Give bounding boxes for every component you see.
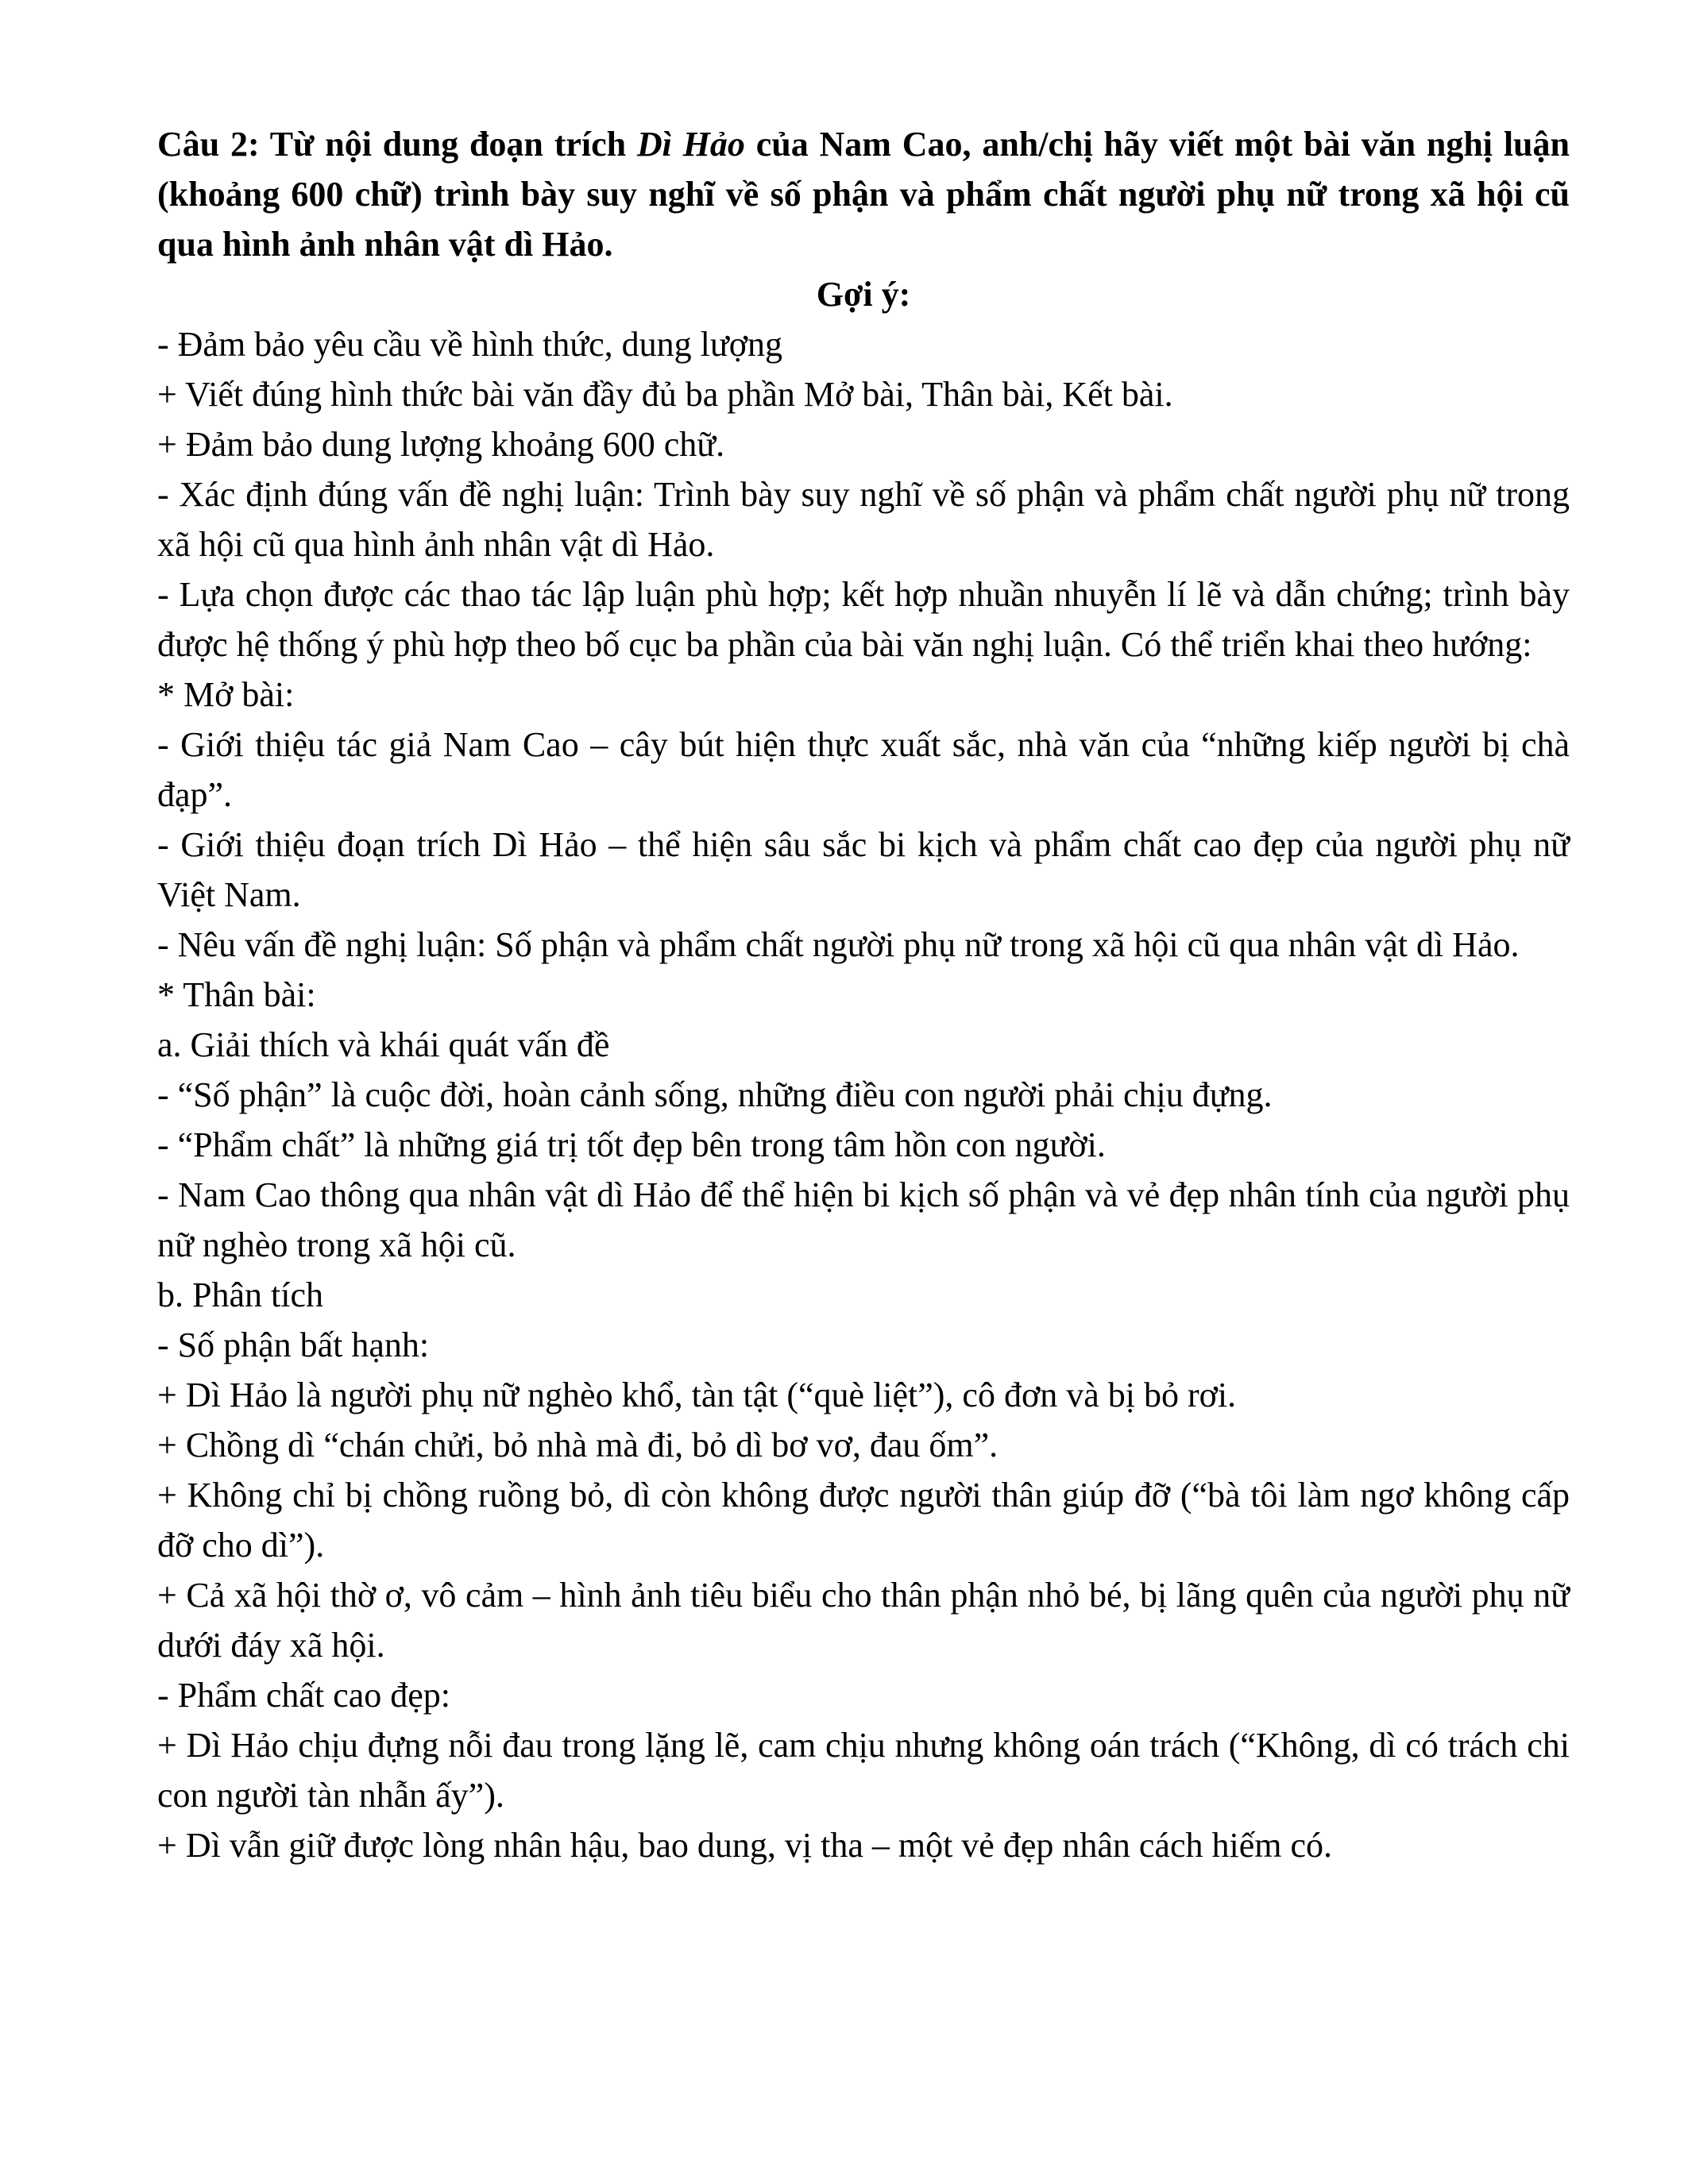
question-suffix: của Nam Cao, anh/chị hãy viết một bài văn nghị luận (khoảng 600 chữ) trình bày suy nghĩ về số phận và phẩm chất người phụ nữ trong xã hội cũ qua hình ảnh nhân vật dì Hảo. (157, 125, 1570, 264)
text-line: - Lựa chọn được các thao tác lập luận phù hợp; kết hợp nhuần nhuyễn lí lẽ và dẫn chứng; trình bày được hệ thống ý phù hợp theo bố cục ba phần của bài văn nghị luận. Có thể triển khai theo hướng: (157, 575, 1570, 664)
text-line: a. Giải thích và khái quát vấn đề (157, 1025, 610, 1064)
text-line: - Giới thiệu tác giả Nam Cao – cây bút hiện thực xuất sắc, nhà văn của “những kiếp người bị chà đạp”. (157, 725, 1570, 814)
text-line: + Viết đúng hình thức bài văn đầy đủ ba phần Mở bài, Thân bài, Kết bài. (157, 375, 1173, 414)
text-line: + Đảm bảo dung lượng khoảng 600 chữ. (157, 425, 725, 464)
text-line: - Xác định đúng vấn đề nghị luận: Trình bày suy nghĩ về số phận và phẩm chất người phụ nữ trong xã hội cũ qua hình ảnh nhân vật dì Hảo. (157, 475, 1570, 564)
document-page (157, 119, 1570, 1870)
text-line: - Đảm bảo yêu cầu về hình thức, dung lượng (157, 325, 782, 364)
text-line: + Cả xã hội thờ ơ, vô cảm – hình ảnh tiêu biểu cho thân phận nhỏ bé, bị lãng quên của người phụ nữ dưới đáy xã hội. (157, 1576, 1570, 1665)
text-line: - “Phẩm chất” là những giá trị tốt đẹp bên trong tâm hồn con người. (157, 1125, 1106, 1164)
text-line: + Chồng dì “chán chửi, bỏ nhà mà đi, bỏ dì bơ vơ, đau ốm”. (157, 1426, 999, 1464)
text-line: + Dì Hảo là người phụ nữ nghèo khổ, tàn tật (“què liệt”), cô đơn và bị bỏ rơi. (157, 1376, 1237, 1414)
text-line: + Dì vẫn giữ được lòng nhân hậu, bao dung, vị tha – một vẻ đẹp nhân cách hiếm có. (157, 1826, 1332, 1865)
text-line: + Không chỉ bị chồng ruồng bỏ, dì còn không được người thân giúp đỡ (“bà tôi làm ngơ không cấp đỡ cho dì”). (157, 1476, 1570, 1565)
text-line: * Thân bài: (157, 975, 316, 1014)
question-heading (157, 119, 1570, 269)
text-line: - Nêu vấn đề nghị luận: Số phận và phẩm chất người phụ nữ trong xã hội cũ qua nhân vật dì Hảo. (157, 925, 1520, 964)
question-prefix: Câu 2: Từ nội dung đoạn trích (157, 125, 637, 164)
text-line: * Mở bài: (157, 675, 295, 714)
text-line: - “Số phận” là cuộc đời, hoàn cảnh sống, những điều con người phải chịu đựng. (157, 1075, 1273, 1114)
text-line: - Phẩm chất cao đẹp: (157, 1676, 450, 1715)
text-line: - Nam Cao thông qua nhân vật dì Hảo để thể hiện bi kịch số phận và vẻ đẹp nhân tính của người phụ nữ nghèo trong xã hội cũ. (157, 1175, 1570, 1264)
text-line: - Số phận bất hạnh: (157, 1325, 430, 1364)
text-line: - Giới thiệu đoạn trích Dì Hảo – thể hiện sâu sắc bi kịch và phẩm chất cao đẹp của người phụ nữ Việt Nam. (157, 825, 1570, 914)
text-line: b. Phân tích (157, 1275, 323, 1314)
work-title: Dì Hảo (636, 125, 745, 164)
text-line: + Dì Hảo chịu đựng nỗi đau trong lặng lẽ, cam chịu nhưng không oán trách (“Không, dì có trách chi con người tàn nhẫn ấy”). (157, 1726, 1570, 1815)
hint-title: Gợi ý: (816, 275, 911, 314)
